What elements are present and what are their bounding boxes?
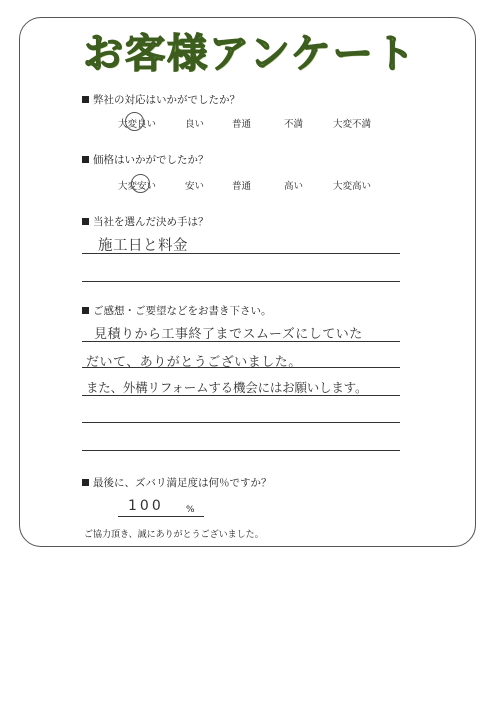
question-5-label: 最後に、ズバリ満足度は何％ですか？ (93, 477, 272, 489)
q2-option-3[interactable]: 普通 (232, 181, 252, 192)
question-3 (82, 214, 209, 229)
q4-handwritten-line-3: また、外構リフォームする機会にはお願いします。 (86, 380, 368, 395)
square-bullet-icon (82, 156, 89, 163)
q5-handwritten-answer: 100 (128, 498, 164, 514)
q1-option-5[interactable]: 大変不満 (333, 119, 372, 130)
question-5 (82, 475, 272, 490)
question-1 (82, 92, 240, 107)
q1-option-1[interactable]: 大変良い (118, 119, 157, 130)
q5-answer-line (118, 516, 204, 517)
q1-option-4[interactable]: 不満 (284, 119, 304, 130)
footer-thanks: ご協力頂き、誠にありがとうございました。 (84, 530, 264, 540)
question-4-label: ご感想・ご要望などをお書き下さい。 (93, 305, 272, 317)
q4-answer-line-2 (82, 367, 400, 368)
q4-handwritten-line-2: だいて、ありがとうございました。 (86, 355, 302, 370)
q1-selection-circle (125, 112, 144, 131)
q5-percent-unit: % (186, 505, 195, 515)
q4-answer-line-5 (82, 450, 400, 451)
question-4 (82, 303, 272, 318)
question-2-options (0, 178, 500, 192)
square-bullet-icon (82, 218, 89, 225)
q1-option-2[interactable]: 良い (185, 119, 205, 130)
question-1-label: 弊社の対応はいかがでしたか？ (93, 94, 240, 106)
survey-title: お客様アンケート (83, 31, 417, 77)
q3-answer-line-2 (82, 281, 400, 282)
square-bullet-icon (82, 479, 89, 486)
q3-handwritten-answer: 施工日と料金 (98, 238, 188, 254)
square-bullet-icon (82, 307, 89, 314)
q4-answer-line-1 (82, 341, 400, 342)
question-2 (82, 152, 209, 167)
q2-option-2[interactable]: 安い (185, 181, 205, 192)
square-bullet-icon (82, 96, 89, 103)
q3-answer-line-1 (82, 253, 400, 254)
q2-option-1[interactable]: 大変安い (118, 181, 157, 192)
question-3-label: 当社を選んだ決め手は？ (93, 216, 209, 228)
q4-handwritten-line-1: 見積りから工事終了までスムーズにしていた (94, 327, 363, 342)
q4-answer-line-3 (82, 395, 400, 396)
question-1-options (0, 116, 500, 130)
q2-selection-circle (131, 174, 150, 193)
q4-answer-line-4 (82, 422, 400, 423)
q1-option-3[interactable]: 普通 (232, 119, 252, 130)
question-2-label: 価格はいかがでしたか？ (93, 154, 209, 166)
q2-option-4[interactable]: 高い (284, 181, 304, 192)
q2-option-5[interactable]: 大変高い (333, 181, 372, 192)
